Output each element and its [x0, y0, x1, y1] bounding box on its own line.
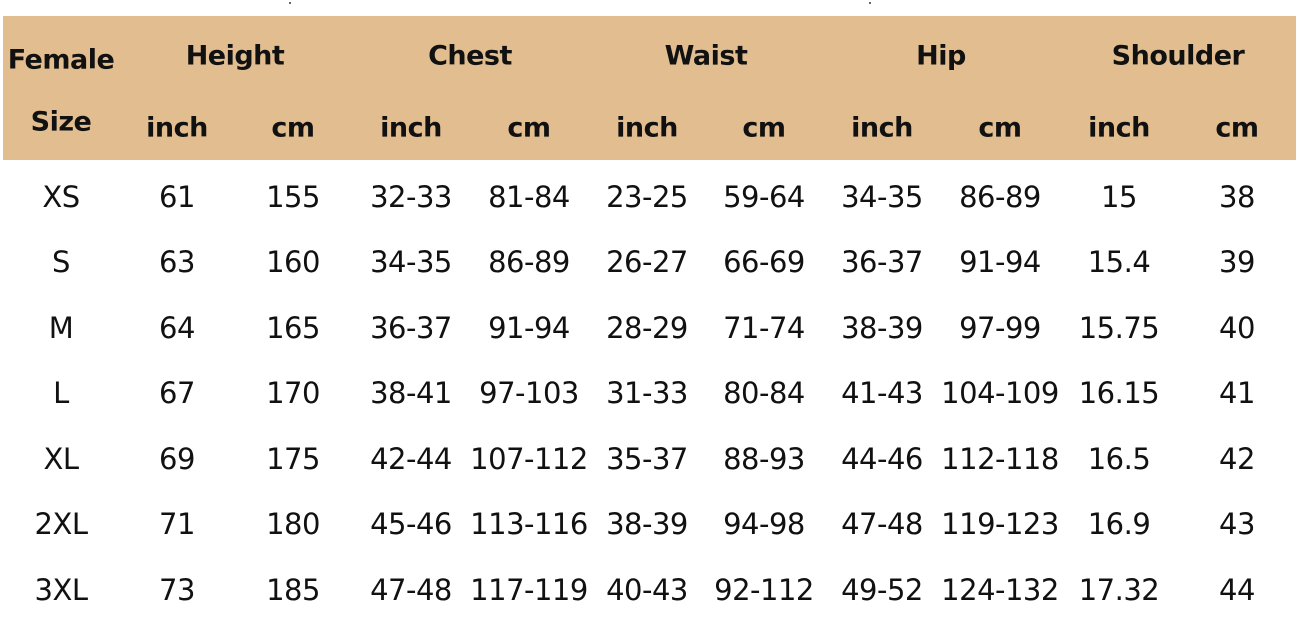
- header-unit: inch: [380, 112, 442, 144]
- header-group-chest: Chest: [428, 40, 512, 72]
- table-row: [3, 164, 1296, 230]
- measurement-cell: 16.15: [1078, 376, 1160, 411]
- measurement-cell: 64: [159, 310, 195, 345]
- measurement-cell: 36-37: [841, 245, 923, 280]
- measurement-cell: 185: [266, 572, 320, 607]
- top-mark-right: [869, 2, 871, 4]
- measurement-cell: 34-35: [370, 245, 452, 280]
- measurement-cell: 170: [266, 376, 320, 411]
- size-chart-table: [3, 16, 1296, 623]
- header-group-shoulder: Shoulder: [1111, 40, 1245, 72]
- measurement-cell: 73: [159, 572, 195, 607]
- measurement-cell: 16.9: [1087, 507, 1151, 542]
- measurement-cell: 35-37: [606, 441, 688, 476]
- header-unit: inch: [851, 112, 913, 144]
- measurement-cell: 42: [1219, 441, 1255, 476]
- measurement-cell: 23-25: [606, 179, 688, 214]
- measurement-cell: 34-35: [841, 179, 923, 214]
- measurement-cell: 47-48: [841, 507, 923, 542]
- size-cell: M: [48, 310, 74, 345]
- measurement-cell: 36-37: [370, 310, 452, 345]
- measurement-cell: 86-89: [488, 245, 570, 280]
- table-row: [3, 492, 1296, 558]
- size-cell: L: [53, 376, 69, 411]
- measurement-cell: 92-112: [714, 572, 814, 607]
- measurement-cell: 69: [159, 441, 195, 476]
- measurement-cell: 71: [159, 507, 195, 542]
- measurement-cell: 61: [159, 179, 195, 214]
- measurement-cell: 112-118: [941, 441, 1059, 476]
- measurement-cell: 94-98: [723, 507, 805, 542]
- measurement-cell: 117-119: [470, 572, 588, 607]
- measurement-cell: 38: [1219, 179, 1255, 214]
- measurement-cell: 80-84: [723, 376, 805, 411]
- measurement-cell: 49-52: [841, 572, 923, 607]
- measurement-cell: 67: [159, 376, 195, 411]
- header-female-label: Female: [7, 44, 115, 76]
- header-unit: inch: [1088, 112, 1150, 144]
- table-row: [3, 230, 1296, 296]
- measurement-cell: 44: [1219, 572, 1255, 607]
- header-group-height: Height: [185, 40, 285, 72]
- measurement-cell: 26-27: [606, 245, 688, 280]
- measurement-cell: 45-46: [370, 507, 452, 542]
- measurement-cell: 97-103: [479, 376, 579, 411]
- header-unit: cm: [1215, 112, 1259, 144]
- measurement-cell: 175: [266, 441, 320, 476]
- measurement-cell: 91-94: [959, 245, 1041, 280]
- measurement-cell: 97-99: [959, 310, 1041, 345]
- measurement-cell: 47-48: [370, 572, 452, 607]
- size-cell: XL: [43, 441, 79, 476]
- measurement-cell: 40: [1219, 310, 1255, 345]
- header-unit: inch: [146, 112, 208, 144]
- measurement-cell: 124-132: [941, 572, 1059, 607]
- header-group-hip: Hip: [916, 40, 966, 72]
- measurement-cell: 15: [1101, 179, 1137, 214]
- measurement-cell: 104-109: [941, 376, 1059, 411]
- measurement-cell: 66-69: [723, 245, 805, 280]
- header-unit: cm: [507, 112, 551, 144]
- measurement-cell: 43: [1219, 507, 1255, 542]
- size-cell: XS: [42, 179, 80, 214]
- header-unit: cm: [271, 112, 315, 144]
- measurement-cell: 107-112: [470, 441, 588, 476]
- measurement-cell: 113-116: [470, 507, 588, 542]
- header-group-waist: Waist: [664, 40, 748, 72]
- measurement-cell: 88-93: [723, 441, 805, 476]
- table-header: [3, 16, 1296, 160]
- measurement-cell: 165: [266, 310, 320, 345]
- measurement-cell: 15.75: [1078, 310, 1160, 345]
- measurement-cell: 38-39: [606, 507, 688, 542]
- measurement-cell: 59-64: [723, 179, 805, 214]
- header-unit: cm: [978, 112, 1022, 144]
- measurement-cell: 28-29: [606, 310, 688, 345]
- measurement-cell: 15.4: [1087, 245, 1151, 280]
- measurement-cell: 63: [159, 245, 195, 280]
- measurement-cell: 91-94: [488, 310, 570, 345]
- header-size-label: Size: [30, 106, 92, 138]
- table-body: [3, 164, 1296, 623]
- top-mark-left: [289, 2, 291, 4]
- measurement-cell: 44-46: [841, 441, 923, 476]
- measurement-cell: 41: [1219, 376, 1255, 411]
- measurement-cell: 81-84: [488, 179, 570, 214]
- table-row: [3, 361, 1296, 427]
- measurement-cell: 17.32: [1078, 572, 1160, 607]
- measurement-cell: 16.5: [1087, 441, 1151, 476]
- measurement-cell: 180: [266, 507, 320, 542]
- measurement-cell: 42-44: [370, 441, 452, 476]
- header-unit: cm: [742, 112, 786, 144]
- measurement-cell: 32-33: [370, 179, 452, 214]
- table-row: [3, 557, 1296, 623]
- measurement-cell: 119-123: [941, 507, 1059, 542]
- measurement-cell: 40-43: [606, 572, 688, 607]
- measurement-cell: 86-89: [959, 179, 1041, 214]
- measurement-cell: 71-74: [723, 310, 805, 345]
- size-cell: 3XL: [34, 572, 88, 607]
- table-row: [3, 426, 1296, 492]
- size-cell: 2XL: [34, 507, 88, 542]
- size-cell: S: [52, 245, 70, 280]
- table-row: [3, 295, 1296, 361]
- measurement-cell: 41-43: [841, 376, 923, 411]
- header-unit: inch: [616, 112, 678, 144]
- measurement-cell: 31-33: [606, 376, 688, 411]
- measurement-cell: 38-41: [370, 376, 452, 411]
- measurement-cell: 160: [266, 245, 320, 280]
- measurement-cell: 39: [1219, 245, 1255, 280]
- measurement-cell: 38-39: [841, 310, 923, 345]
- measurement-cell: 155: [266, 179, 320, 214]
